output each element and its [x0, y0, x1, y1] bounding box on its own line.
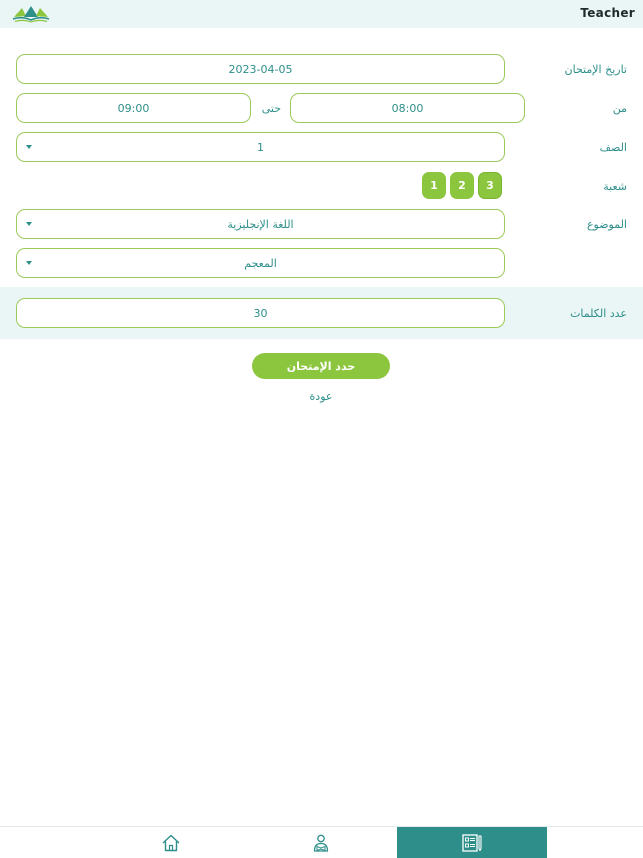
grade-select[interactable]	[16, 132, 505, 162]
back-link[interactable]: عودة	[309, 390, 333, 403]
dropdown-arrow-icon	[26, 222, 32, 226]
exam-date-label: تاريخ الإمتحان	[564, 63, 627, 76]
word-count-field[interactable]	[16, 298, 505, 328]
topic-value: المعجم	[244, 256, 277, 270]
time-to-field[interactable]	[16, 93, 251, 123]
section-button-2[interactable]: 2	[450, 172, 474, 199]
exam-date-field[interactable]	[16, 54, 505, 84]
set-exam-button[interactable]: حدد الإمتحان	[252, 353, 390, 379]
app-title: Teacher	[580, 6, 635, 20]
time-from-value: 08:00	[391, 101, 424, 115]
section-button-3[interactable]: 3	[478, 172, 502, 199]
topic-select[interactable]	[16, 248, 505, 278]
subject-value: اللغة الإنجليزية	[227, 217, 294, 231]
exam-icon	[461, 833, 483, 853]
section-button-1[interactable]: 1	[422, 172, 446, 199]
tab-home[interactable]	[96, 827, 246, 858]
word-count-value: 30	[253, 306, 268, 320]
book-logo-icon	[12, 4, 50, 24]
grade-value: 1	[257, 140, 264, 154]
bottom-nav	[0, 826, 643, 858]
home-icon	[161, 833, 181, 853]
tab-students[interactable]	[246, 827, 396, 858]
dropdown-arrow-icon	[26, 261, 32, 265]
subject-select[interactable]	[16, 209, 505, 239]
dropdown-arrow-icon	[26, 145, 32, 149]
section-label: شعبة	[603, 180, 627, 193]
to-label: حتى	[261, 102, 281, 115]
from-label: من	[612, 102, 627, 115]
word-count-label: عدد الكلمات	[570, 307, 627, 320]
grade-label: الصف	[599, 141, 627, 154]
student-icon	[311, 833, 331, 853]
tab-exams[interactable]	[397, 827, 547, 858]
time-from-field[interactable]	[290, 93, 525, 123]
subject-label: الموضوع	[586, 218, 627, 231]
exam-date-value: 2023-04-05	[228, 62, 293, 76]
top-bar	[0, 0, 643, 28]
time-to-value: 09:00	[117, 101, 150, 115]
